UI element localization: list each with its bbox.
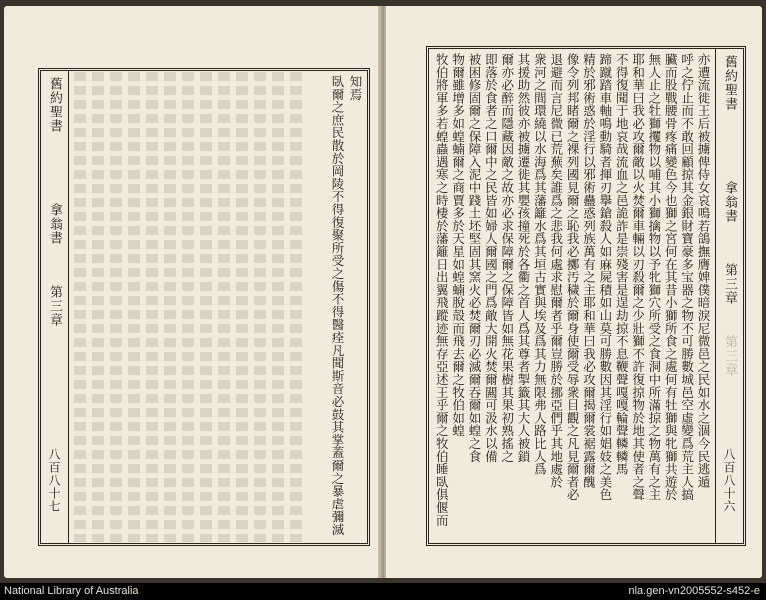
text-column: 精於邪術惑於淫行以邪術蠱惑列族萬有之主耶和華曰我必攻爾揭爾裳裾露爾醜 [581, 53, 597, 489]
right-header-book: 拿翁書 [722, 181, 737, 223]
right-running-header [715, 49, 743, 543]
text-column: 呼之佇止而不敢回顧掠其金銀財寶豪多宝器之物不可勝數城邑空虛變爲荒主人搞 [679, 53, 695, 501]
right-page-frame [426, 46, 746, 546]
footer-bar [0, 583, 766, 600]
right-header-chapter: 第三章 [722, 263, 737, 305]
left-header-chapter: 第三章 [47, 285, 62, 327]
right-page-number: 八百八十六 [722, 448, 736, 513]
text-column: 像令列邦睹爾之裸列國見爾之恥我必擲汚穢於爾身使爾受辱衆目觀之凡見爾者必 [565, 53, 581, 501]
text-column: 牧伯將軍多若蝗蟲遇寒之時棲於藩籬日出翼飛蹤迹無存亞述王乎爾之牧伯睡臥俱偃而 [434, 53, 450, 527]
text-column: 臟而股戰腰骨疼痛變色今也獅之宮何在其昔小獅所食之處何有牡獅與牝獅共遊於 [663, 53, 679, 501]
text-column: 耶和華曰我必攻爾敵以火焚爾車輛以刃殺爾之少壯獅不許復掠物於地其使者之聲 [630, 53, 646, 501]
text-column: 被困修固爾之保障入泥中踐土坯堅固其窯火必焚爾刃必滅爾吞爾如蝗之食 [466, 53, 482, 463]
text-column: 退避而言尼微已荒蕪矣誰爲之悲我何處求慰爾者乎爾豈勝於挪亞們乎其地處於 [548, 53, 564, 489]
left-page-number: 八百八十七 [47, 448, 61, 513]
right-header-title: 舊約聖書 [722, 55, 737, 111]
text-column: 知焉 [348, 75, 363, 101]
text-column: 無人止之牡獅攫物以哺其小獅擒物以予牝獅穴所受之食洞中所滿掠之物萬有之主 [646, 53, 662, 501]
right-page [386, 6, 762, 578]
right-header-chapter-faint: 第三章 [722, 335, 737, 377]
left-header-book: 拿翁書 [47, 203, 62, 245]
text-column: 衆河之間環繞以水海爲其藩籬水爲其垣古實與埃及爲其力無限弗人路比人爲 [532, 53, 548, 476]
library-credit: National Library of Australia [4, 585, 139, 597]
text-column: 臥爾之庶民散於岡陵不得復聚所受之傷不得醫痊凡聞斯音必鼓其掌蓋爾之暴虐彌滅 [330, 75, 345, 536]
left-page [4, 6, 380, 578]
text-column: 不得復聞于地哀哉流血之邑詭詐是崇殘害是逞劫掠不息鞭聲嘎嘎輪聲轔轔馬 [614, 53, 630, 476]
text-column: 其援助然彼亦被擄遷徙其嬰孩撞死於各衢之首人爲其尊者掣籤其大人被鎖 [516, 53, 532, 463]
left-header-title: 舊約聖書 [47, 77, 62, 133]
text-column: 爾亦必醉而隱藏因敵之故亦必求保障爾之保障皆如無花果樹其果初熟搖之 [499, 53, 515, 463]
text-column: 物爾雖增多如蝗蝻爾之商賈多於天星如蝗蝻脫殻而飛去爾之牧伯如蝗 [450, 53, 466, 437]
text-column: 蹄蹴踏車軸鳴動騎者揮刃擧鎗殺人如麻屍積如山莫可勝數因其淫行如娼妓之美色 [597, 53, 613, 501]
show-through-text [74, 72, 324, 542]
text-column: 即落於食者之口爾中之民皆如婦人爾國之門爲敵大開火焚爾闗可汲水以備 [483, 53, 499, 463]
right-text-area [433, 53, 711, 539]
text-column: 亦遭流徙王后被擄俾侍女哀鳴若鴿撫膺婢僕暗淚尼微邑之民如水之涸今民逃遁 [696, 53, 711, 489]
left-running-header [41, 71, 69, 543]
image-identifier: nla.gen-vn2005552-s452-e [628, 585, 760, 597]
